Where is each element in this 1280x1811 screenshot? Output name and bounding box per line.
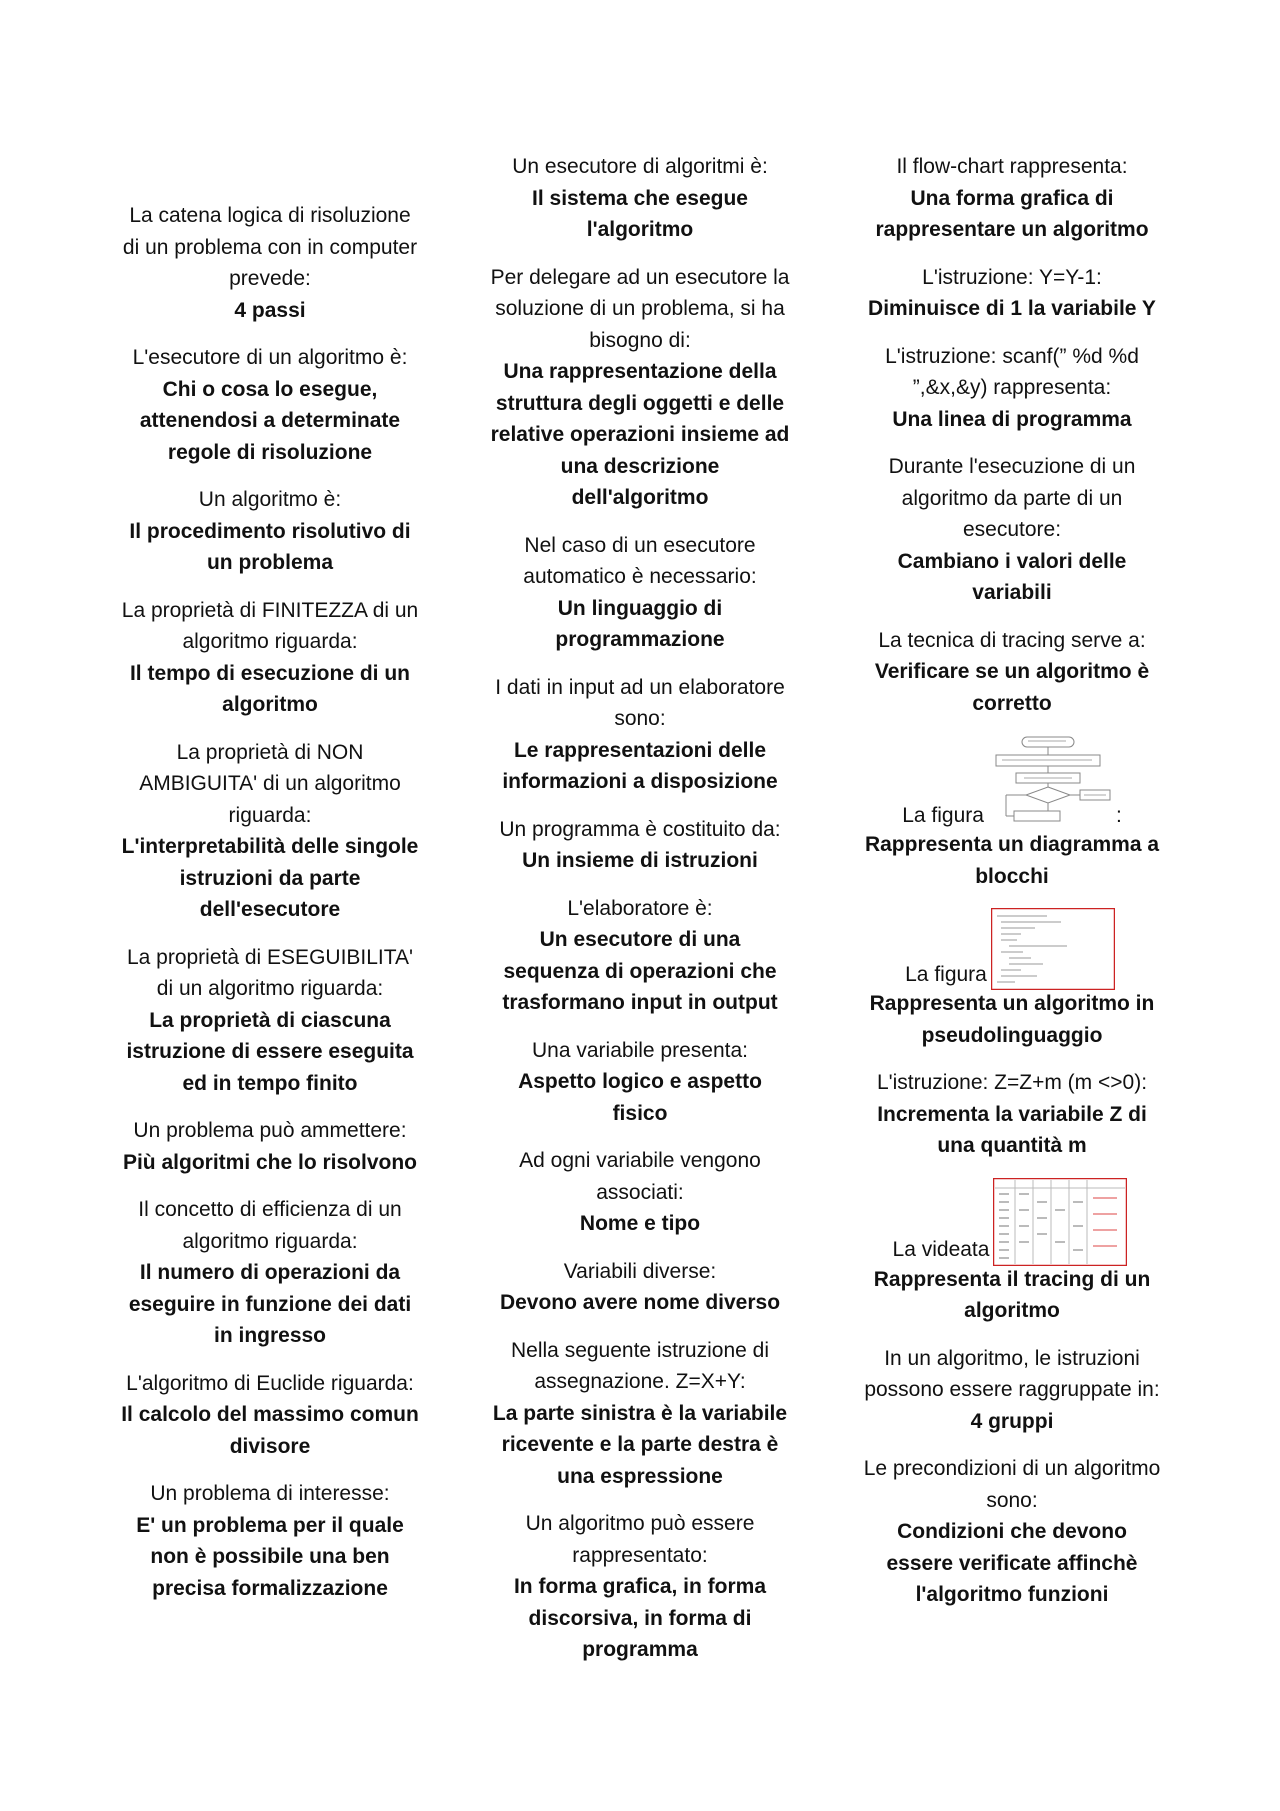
pseudocode-icon: [991, 908, 1115, 990]
question: Un programma è costituito da:: [499, 817, 781, 841]
question: Una variabile presenta:: [532, 1038, 748, 1062]
question-suffix: :: [1115, 803, 1122, 827]
question: L'istruzione: Z=Z+m (m <>0):: [876, 1071, 1148, 1094]
answer: Chi o cosa lo esegue, attenendosi a determinate regole di risoluzione: [139, 377, 401, 464]
qa-item: [120, 1368, 420, 1463]
question: La tecnica di tracing serve a:: [878, 628, 1146, 652]
question: La proprietà di FINITEZZA di un algoritmo riguarda:: [121, 598, 419, 653]
qa-item: [490, 1256, 790, 1319]
question: Per delegare ad un esecutore la soluzione di un problema, si ha bisogno di:: [490, 265, 790, 352]
qa-item: [862, 451, 1162, 609]
question: Nel caso di un esecutore automatico è necessario:: [523, 533, 757, 588]
answer: Il numero di operazioni da eseguire in funzione dei dati in ingresso: [128, 1261, 412, 1347]
qa-item: [490, 672, 790, 798]
answer: Nome e tipo: [579, 1212, 701, 1235]
answer: Devono avere nome diverso: [499, 1291, 781, 1314]
column-middle: [490, 151, 790, 1682]
question: Il flow-chart rappresenta:: [896, 155, 1128, 178]
answer: Una forma grafica di rappresentare un algoritmo: [875, 186, 1149, 241]
question: Durante l'esecuzione di un algoritmo da parte di un esecutore:: [888, 455, 1136, 541]
qa-item: [490, 814, 790, 877]
answer: Le rappresentazioni delle informazioni a disposizione: [502, 738, 778, 793]
qa-item-figure: [862, 735, 1162, 892]
question-prefix: La figura: [905, 962, 987, 986]
qa-item: [120, 200, 420, 326]
answer: Una rappresentazione della struttura degli oggetti e delle relative operazioni insieme ad una descrizione dell'algoritmo: [490, 360, 790, 509]
column-right: [862, 151, 1162, 1627]
question: Un algoritmo è:: [198, 488, 342, 511]
qa-item: [120, 1478, 420, 1604]
question: Un algoritmo può essere rappresentato:: [525, 1512, 755, 1567]
question: Variabili diverse:: [563, 1259, 717, 1283]
answer: L'interpretabilità delle singole istruzioni da parte dell'esecutore: [121, 835, 419, 921]
qa-item-figure: [862, 1178, 1162, 1327]
question: Un problema può ammettere:: [133, 1119, 407, 1142]
answer: Il tempo di esecuzione di un algoritmo: [129, 661, 411, 716]
answer: La proprietà di ciascuna istruzione di essere eseguita ed in tempo finito: [126, 1008, 414, 1095]
answer: Rappresenta un diagramma a blocchi: [864, 833, 1160, 888]
qa-item: [862, 1067, 1162, 1162]
question: Un problema di interesse:: [150, 1482, 390, 1505]
answer: Diminuisce di 1 la variabile Y: [868, 297, 1156, 320]
answer: Un insieme di istruzioni: [522, 849, 758, 872]
qa-item: [862, 625, 1162, 720]
answer: Rappresenta il tracing di un algoritmo: [873, 1267, 1151, 1322]
answer: La parte sinistra è la variabile ricevente e la parte destra è una espressione: [492, 1401, 788, 1488]
answer: E' un problema per il quale non è possibile una ben precisa formalizzazione: [136, 1513, 404, 1600]
answer: Una linea di programma: [892, 407, 1132, 431]
question: L'elaboratore è:: [567, 896, 713, 920]
qa-item: [490, 1335, 790, 1493]
qa-item: [120, 1194, 420, 1352]
qa-item: [862, 1343, 1162, 1438]
answer: Un esecutore di una sequenza di operazioni che trasformano input in output: [502, 928, 778, 1014]
question: L'esecutore di un algoritmo è:: [132, 346, 408, 369]
question: La proprietà di NON AMBIGUITA' di un algoritmo riguarda:: [139, 740, 401, 827]
qa-item: [120, 484, 420, 579]
qa-item: [490, 262, 790, 514]
qa-item: [862, 1453, 1162, 1611]
question: L'istruzione: Y=Y-1:: [922, 265, 1102, 289]
qa-item: [490, 1508, 790, 1666]
question: [862, 735, 1162, 829]
answer: Il sistema che esegue l'algoritmo: [532, 186, 748, 241]
answer: Aspetto logico e aspetto fisico: [518, 1070, 762, 1125]
answer: Più algoritmi che lo risolvono: [122, 1150, 418, 1174]
qa-item: [490, 1145, 790, 1240]
question-prefix: La videata: [892, 1238, 990, 1261]
answer: Verificare se un algoritmo è corretto: [874, 660, 1150, 715]
answer: 4 gruppi: [970, 1409, 1054, 1433]
qa-item: [490, 151, 790, 246]
answer: Un linguaggio di programmazione: [555, 596, 725, 651]
answer: Cambiano i valori delle variabili: [897, 549, 1127, 604]
qa-item: [120, 342, 420, 468]
answer: Condizioni che devono essere verificate affinchè l'algoritmo funzioni: [886, 1520, 1138, 1606]
question: Le precondizioni di un algoritmo sono:: [863, 1457, 1161, 1512]
question: [862, 908, 1162, 988]
flowchart-icon: [988, 735, 1112, 831]
qa-item: [490, 893, 790, 1019]
question: La catena logica di risoluzione di un problema con in computer prevede:: [122, 204, 418, 290]
question-prefix: La figura: [902, 803, 984, 827]
answer: Rappresenta un algoritmo in pseudolinguaggio: [869, 992, 1155, 1047]
question: In un algoritmo, le istruzioni possono essere raggruppate in:: [864, 1346, 1160, 1401]
qa-item: [120, 737, 420, 926]
question: Nella seguente istruzione di assegnazione. Z=X+Y:: [511, 1338, 769, 1393]
question: La proprietà di ESEGUIBILITA' di un algoritmo riguarda:: [126, 945, 414, 1000]
question: Un esecutore di algoritmi è:: [512, 155, 768, 178]
qa-item: [120, 1115, 420, 1178]
question: L'istruzione: scanf(” %d %d ”,&x,&y) rappresenta:: [885, 344, 1139, 399]
qa-item: [490, 530, 790, 656]
qa-item: [120, 595, 420, 721]
qa-item-figure: [862, 908, 1162, 1051]
answer: Il procedimento risolutivo di un problema: [129, 519, 411, 574]
question: I dati in input ad un elaboratore sono:: [495, 675, 785, 730]
qa-item: [862, 262, 1162, 325]
question: [862, 1178, 1162, 1264]
question: Ad ogni variabile vengono associati:: [519, 1149, 761, 1204]
question: L'algoritmo di Euclide riguarda:: [126, 1371, 414, 1395]
qa-item: [120, 942, 420, 1100]
answer: Il calcolo del massimo comun divisore: [121, 1403, 419, 1458]
qa-item: [862, 341, 1162, 436]
qa-item: [490, 1035, 790, 1130]
qa-item: [862, 151, 1162, 246]
answer: Incrementa la variabile Z di una quantità m: [877, 1102, 1147, 1157]
question: Il concetto di efficienza di un algoritmo riguarda:: [138, 1198, 402, 1253]
answer: In forma grafica, in forma discorsiva, in forma di programma: [513, 1575, 767, 1661]
answer: 4 passi: [234, 298, 306, 322]
column-left: [120, 200, 420, 1620]
table-icon: [993, 1178, 1127, 1266]
